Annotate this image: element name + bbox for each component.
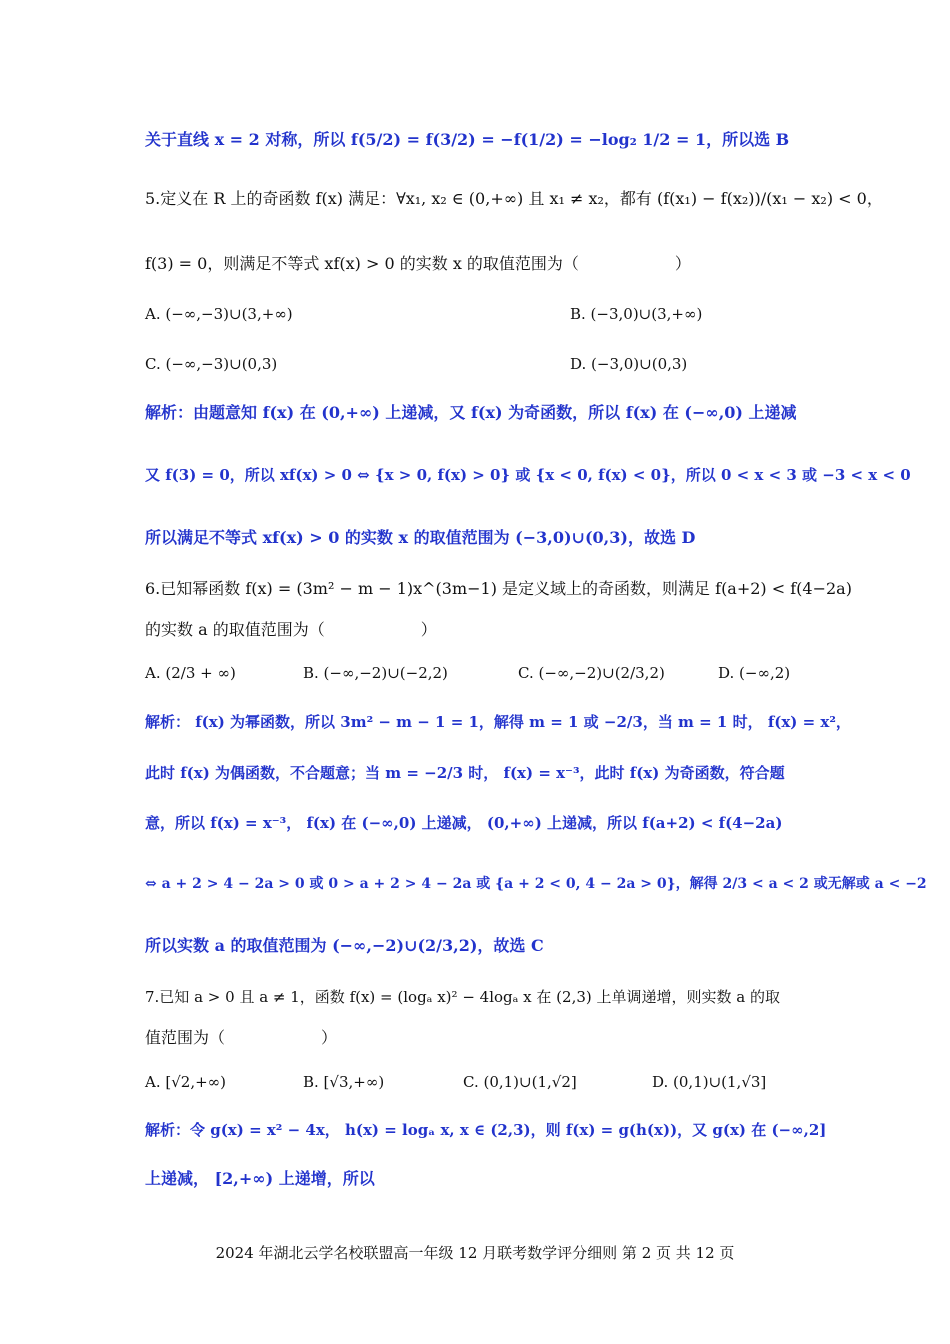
question7-stem-cont: 值范围为（ ） [145,1028,338,1047]
question6-option-c: C. (−∞,−2)∪(2/3,2) [518,664,665,682]
question5-option-d: D. (−3,0)∪(0,3) [570,355,688,373]
question7-option-a: A. [√2,+∞) [145,1073,227,1091]
question6-stem-cont: 的实数 a 的取值范围为（ ） [145,620,437,639]
solution4-conclusion: 关于直线 x = 2 对称，所以 f(5/2) = f(3/2) = −f(1/2) = −log₂ 1/2 = 1，所以选 B [145,130,790,149]
solution5-line1: 解析：由题意知 f(x) 在 (0,+∞) 上递减，又 f(x) 为奇函数，所以 f(x) 在 (−∞,0) 上递减 [145,403,797,422]
question6-option-a: A. (2/3 + ∞) [145,664,236,682]
solution6-line2: 此时 f(x) 为偶函数，不合题意；当 m = −2/3 时， f(x) = x⁻³，此时 f(x) 为奇函数，符合题 [145,764,785,782]
question6-stem: 6.已知幂函数 f(x) = (3m² − m − 1)x^(3m−1) 是定义域上的奇函数，则满足 f(a+2) < f(4−2a) [145,579,852,598]
solution6-line4: ⇔ a + 2 > 4 − 2a > 0 或 0 > a + 2 > 4 − 2a 或 {a + 2 < 0, 4 − 2a > 0}，解得 2/3 < a < 2 或无解或 a < −2 [145,876,927,892]
question7-stem: 7.已知 a > 0 且 a ≠ 1，函数 f(x) = (logₐ x)² − 4logₐ x 在 (2,3) 上单调递增，则实数 a 的取 [145,988,780,1006]
question6-option-d: D. (−∞,2) [718,664,791,682]
solution5-line3: 所以满足不等式 xf(x) > 0 的实数 x 的取值范围为 (−3,0)∪(0,3)，故选 D [145,528,696,547]
solution5-line2: 又 f(3) = 0，所以 xf(x) > 0 ⇔ {x > 0, f(x) > 0} 或 {x < 0, f(x) < 0}，所以 0 < x < 3 或 −3 < x < 0 [145,466,911,484]
question5-option-b: B. (−3,0)∪(3,+∞) [570,305,703,323]
question7-option-d: D. (0,1)∪(1,√3] [652,1073,767,1091]
question5-stem: 5.定义在 R 上的奇函数 f(x) 满足：∀x₁, x₂ ∈ (0,+∞) 且 x₁ ≠ x₂，都有 (f(x₁) − f(x₂))/(x₁ − x₂) < 0， [145,189,883,208]
solution7-line1: 解析：令 g(x) = x² − 4x， h(x) = logₐ x, x ∈ (2,3)，则 f(x) = g(h(x))，又 g(x) 在 (−∞,2] [145,1121,827,1139]
question7-option-b: B. [√3,+∞) [303,1073,385,1091]
solution6-line3: 意，所以 f(x) = x⁻³， f(x) 在 (−∞,0) 上递减， (0,+∞) 上递减，所以 f(a+2) < f(4−2a) [145,814,783,832]
question5-option-c: C. (−∞,−3)∪(0,3) [145,355,278,373]
question7-option-c: C. (0,1)∪(1,√2] [463,1073,577,1091]
solution6-line5: 所以实数 a 的取值范围为 (−∞,−2)∪(2/3,2)，故选 C [145,936,544,955]
question5-stem-cont: f(3) = 0，则满足不等式 xf(x) > 0 的实数 x 的取值范围为（ ） [145,254,691,273]
question5-option-a: A. (−∞,−3)∪(3,+∞) [145,305,293,323]
question6-option-b: B. (−∞,−2)∪(−2,2) [303,664,448,682]
solution6-line1: 解析： f(x) 为幂函数，所以 3m² − m − 1 = 1，解得 m = 1 或 −2/3，当 m = 1 时， f(x) = x²， [145,713,851,731]
page-footer: 2024 年湖北云学名校联盟高一年级 12 月联考数学评分细则 第 2 页 共 12 页 [215,1244,735,1262]
solution7-line2: 上递减， [2,+∞) 上递增，所以 [145,1169,375,1188]
